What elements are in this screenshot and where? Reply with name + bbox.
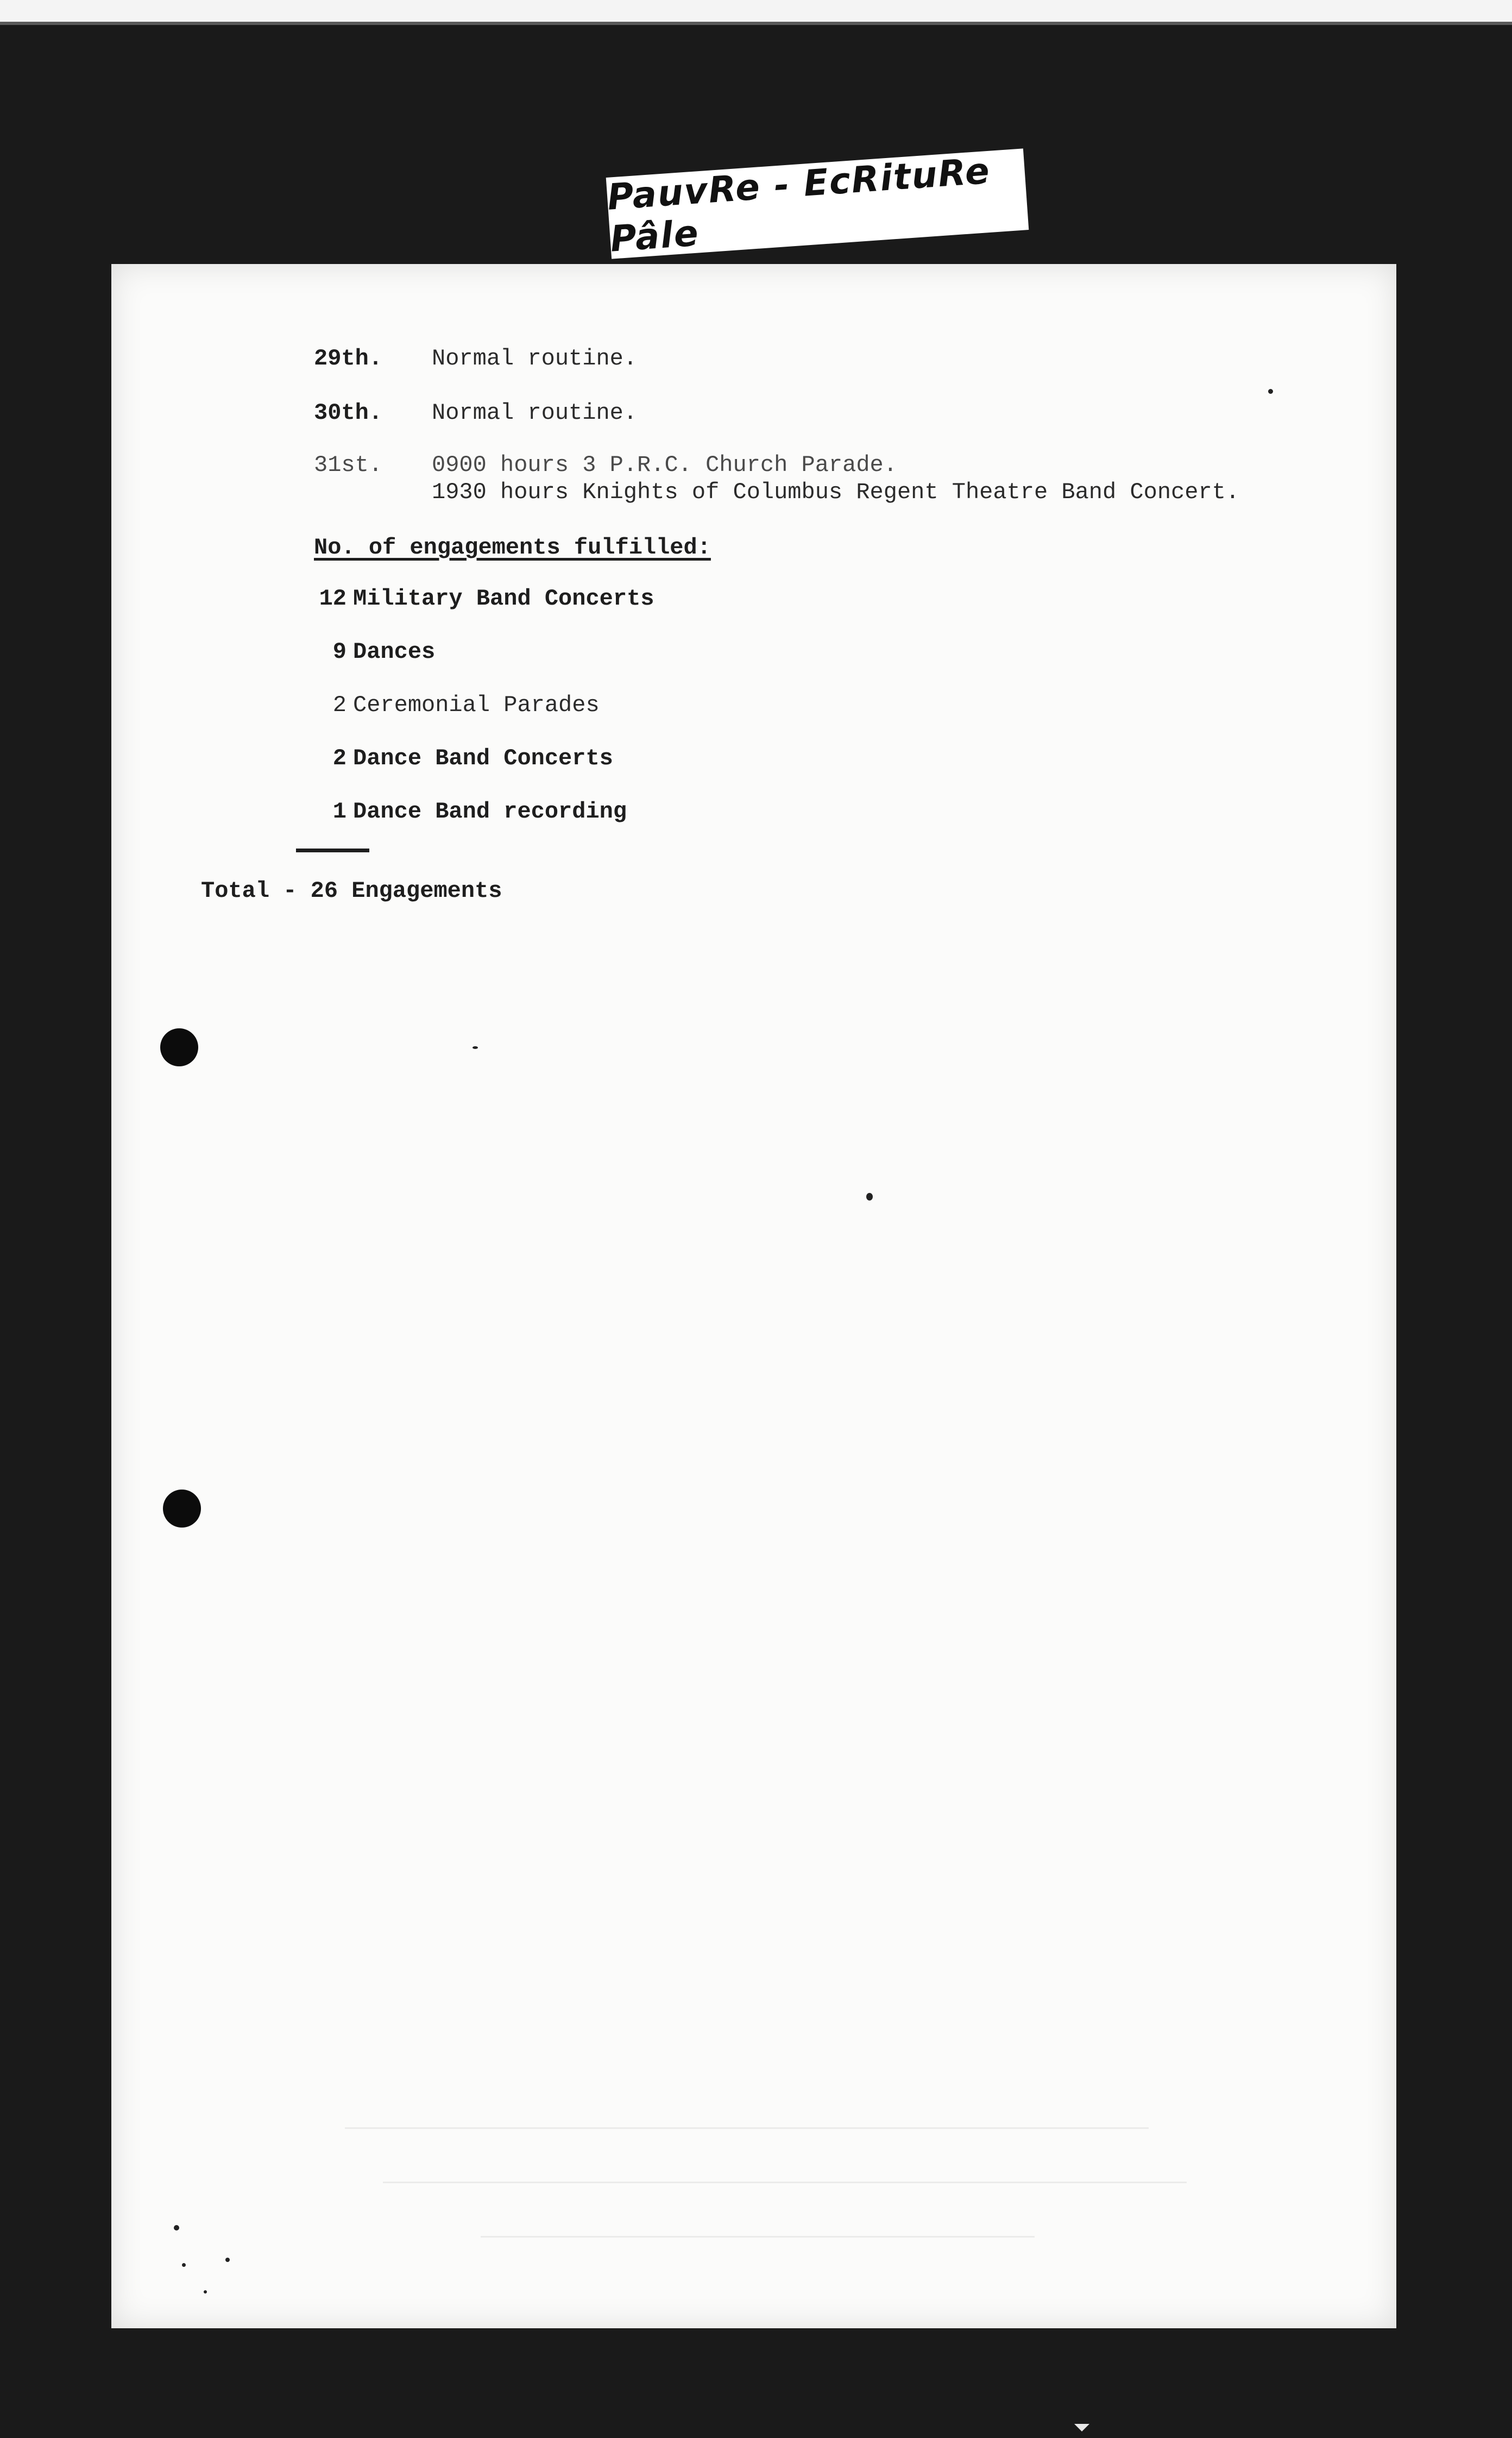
entry-text-30: Normal routine.	[432, 400, 638, 426]
entry-day-30: 30th.	[314, 400, 383, 426]
engagement-count: 2	[332, 692, 346, 718]
engagement-label: Ceremonial Parades	[353, 692, 600, 718]
film-frame-top	[0, 0, 1512, 22]
speck	[866, 1193, 873, 1201]
frame-marker	[1074, 2424, 1089, 2431]
engagements-heading: No. of engagements fulfilled:	[314, 535, 711, 561]
speck	[472, 1046, 478, 1049]
label-text: PauvRe - EcRituRe Pâle	[606, 149, 992, 260]
speck	[204, 2290, 207, 2294]
entry-text-31-line2: 1930 hours Knights of Columbus Regent Theatre Band Concert.	[432, 479, 1240, 505]
entry-day-31: 31st.	[314, 452, 383, 478]
entry-text-31-line1: 0900 hours 3 P.R.C. Church Parade.	[432, 452, 897, 478]
engagement-label: Dances	[353, 639, 436, 665]
engagement-label: Dance Band recording	[353, 799, 627, 825]
sum-rule	[296, 849, 369, 852]
engagement-count: 12	[319, 586, 346, 612]
film-frame-edge	[0, 22, 1512, 25]
speck	[1268, 389, 1273, 394]
engagement-count: 1	[332, 799, 346, 825]
speck	[225, 2258, 230, 2262]
engagement-count: 2	[332, 745, 346, 771]
engagement-label: Dance Band Concerts	[353, 745, 613, 771]
punch-hole	[160, 1028, 198, 1066]
document-page	[111, 264, 1396, 2328]
bleed-through-line	[383, 2182, 1187, 2183]
engagement-count: 9	[332, 639, 346, 665]
handwritten-quality-label	[606, 148, 1029, 259]
engagement-label: Military Band Concerts	[353, 586, 654, 612]
speck	[174, 2225, 179, 2230]
entry-text-29: Normal routine.	[432, 345, 638, 372]
engagements-total: Total - 26 Engagements	[201, 878, 502, 904]
bleed-through-line	[345, 2127, 1149, 2129]
bleed-through-line	[481, 2236, 1035, 2238]
punch-hole	[163, 1490, 201, 1528]
speck	[182, 2263, 186, 2267]
entry-day-29: 29th.	[314, 345, 383, 372]
